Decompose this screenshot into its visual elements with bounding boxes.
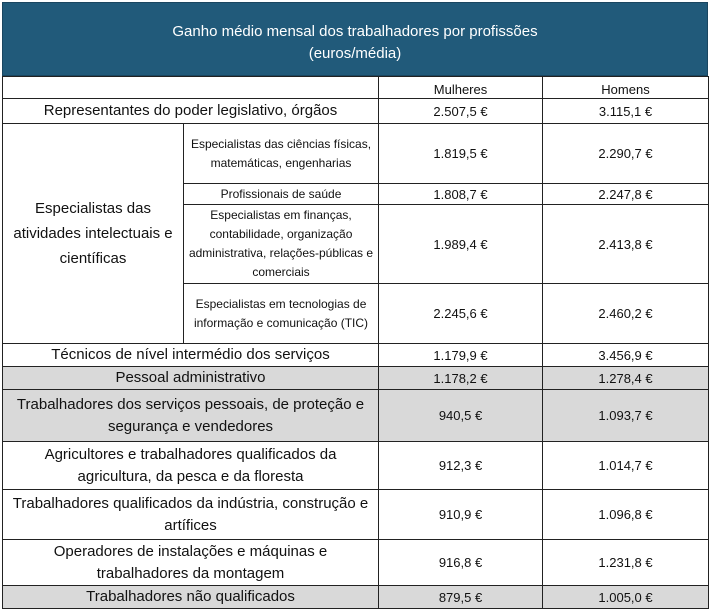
- table-title: [2, 2, 708, 76]
- row-label: Técnicos de nível intermédio dos serviços: [3, 344, 379, 367]
- earnings-table-container: [2, 2, 708, 609]
- value-women: 910,9 €: [379, 490, 543, 540]
- value-women: 916,8 €: [379, 540, 543, 586]
- subrow-label: Especialistas em tecnologias de informação e comunicação (TIC): [184, 284, 379, 344]
- row-label: Agricultores e trabalhadores qualificados da agricultura, da pesca e da floresta: [3, 442, 379, 490]
- table-row: [3, 367, 709, 390]
- value-men: 1.278,4 €: [543, 367, 709, 390]
- value-women: 1.808,7 €: [379, 184, 543, 205]
- column-header-women: Mulheres: [379, 77, 543, 99]
- value-women: 912,3 €: [379, 442, 543, 490]
- row-label: Trabalhadores não qualificados: [3, 586, 379, 609]
- value-women: 1.819,5 €: [379, 124, 543, 184]
- column-header-empty: [3, 77, 379, 99]
- subrow-label: Especialistas das ciências físicas, matemáticas, engenharias: [184, 124, 379, 184]
- table-title-line2: (euros/média): [308, 45, 402, 62]
- table-row: [3, 586, 709, 609]
- value-men: 1.005,0 €: [543, 586, 709, 609]
- value-men: 1.231,8 €: [543, 540, 709, 586]
- table-row: [3, 442, 709, 490]
- table-row: [3, 390, 709, 442]
- table-title-line1: Ganho médio mensal dos trabalhadores por profissões: [172, 23, 538, 40]
- value-men: 2.460,2 €: [543, 284, 709, 344]
- column-header-men: Homens: [543, 77, 709, 99]
- table-row: [3, 124, 709, 184]
- value-men: 2.290,7 €: [543, 124, 709, 184]
- group-label: Especialistas das atividades intelectuais e científicas: [3, 124, 184, 344]
- value-men: 1.014,7 €: [543, 442, 709, 490]
- row-label: Trabalhadores dos serviços pessoais, de proteção e segurança e vendedores: [3, 390, 379, 442]
- value-women: 879,5 €: [379, 586, 543, 609]
- row-label: Representantes do poder legislativo, órgãos: [3, 99, 379, 124]
- value-women: 2.245,6 €: [379, 284, 543, 344]
- table-row: [3, 540, 709, 586]
- value-men: 2.413,8 €: [543, 205, 709, 284]
- row-label: Pessoal administrativo: [3, 367, 379, 390]
- row-label: Trabalhadores qualificados da indústria, construção e artífices: [3, 490, 379, 540]
- value-men: 1.093,7 €: [543, 390, 709, 442]
- column-header-row: [3, 77, 709, 99]
- table-row: [3, 490, 709, 540]
- value-women: 1.989,4 €: [379, 205, 543, 284]
- value-men: 2.247,8 €: [543, 184, 709, 205]
- table-row: [3, 344, 709, 367]
- row-label: Operadores de instalações e máquinas e trabalhadores da montagem: [3, 540, 379, 586]
- value-women: 1.178,2 €: [379, 367, 543, 390]
- value-women: 1.179,9 €: [379, 344, 543, 367]
- value-men: 1.096,8 €: [543, 490, 709, 540]
- earnings-table: [2, 76, 709, 609]
- value-women: 940,5 €: [379, 390, 543, 442]
- table-row: [3, 99, 709, 124]
- value-men: 3.456,9 €: [543, 344, 709, 367]
- subrow-label: Profissionais de saúde: [184, 184, 379, 205]
- value-women: 2.507,5 €: [379, 99, 543, 124]
- value-men: 3.115,1 €: [543, 99, 709, 124]
- subrow-label: Especialistas em finanças, contabilidade, organização administrativa, relações-públicas e comerciais: [184, 205, 379, 284]
